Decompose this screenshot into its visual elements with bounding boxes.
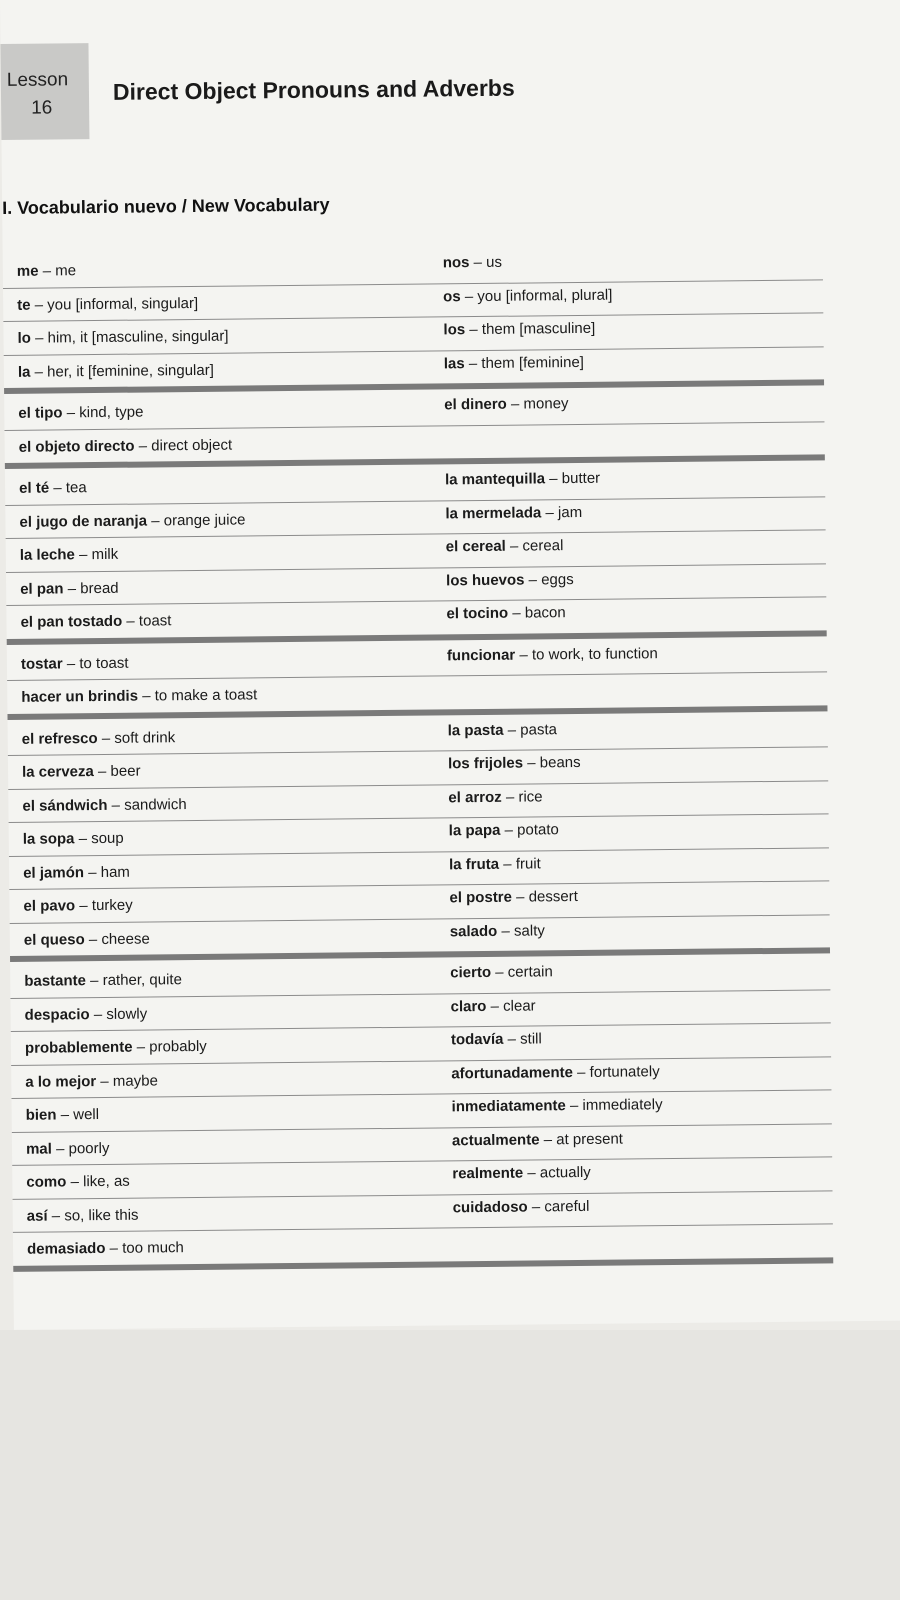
vocab-term: lo bbox=[17, 329, 31, 347]
vocab-entry: el cereal – cereal bbox=[445, 537, 564, 556]
vocab-term: salado bbox=[449, 922, 498, 940]
group-divider bbox=[4, 379, 824, 394]
lesson-number: 16 bbox=[31, 97, 53, 119]
vocab-term: el pan tostado bbox=[20, 612, 123, 631]
lesson-tab bbox=[0, 43, 89, 140]
vocab-term: despacio bbox=[24, 1005, 90, 1024]
vocab-term: actualmente bbox=[451, 1130, 540, 1149]
vocab-term: la pasta bbox=[447, 721, 504, 739]
vocab-entry: los huevos – eggs bbox=[446, 570, 574, 589]
vocab-gloss: toast bbox=[138, 612, 172, 630]
vocab-entry: la leche – milk bbox=[19, 545, 119, 564]
vocab-term: el tipo bbox=[18, 404, 63, 422]
vocab-entry: la – her, it [feminine, singular] bbox=[17, 361, 214, 381]
vocab-gloss: immediately bbox=[582, 1096, 663, 1114]
vocab-entry: hacer un brindis – to make a toast bbox=[21, 686, 258, 706]
vocab-entry: realmente – actually bbox=[452, 1163, 591, 1183]
vocab-gloss: rather, quite bbox=[102, 971, 182, 989]
vocab-gloss: ham bbox=[100, 863, 130, 881]
vocab-term: el pan bbox=[20, 579, 64, 598]
vocab-entry: así – so, like this bbox=[26, 1206, 139, 1225]
vocab-gloss: you [informal, plural] bbox=[477, 286, 613, 305]
vocab-term: funcionar bbox=[446, 646, 516, 664]
vocab-entry: el objeto directo – direct object bbox=[18, 436, 233, 456]
vocab-term: la cerveza bbox=[21, 763, 94, 781]
vocab-entry: el té – tea bbox=[19, 479, 87, 497]
vocab-gloss: beans bbox=[539, 753, 581, 772]
vocab-term: el tocino bbox=[446, 604, 509, 623]
vocab-gloss: orange juice bbox=[163, 510, 246, 529]
row-rule bbox=[9, 880, 829, 890]
vocab-gloss: direct object bbox=[151, 436, 233, 454]
vocab-gloss: pasta bbox=[520, 720, 558, 739]
group-divider bbox=[7, 705, 827, 720]
vocab-gloss: probably bbox=[149, 1037, 207, 1056]
vocab-entry: como – like, as bbox=[26, 1172, 130, 1191]
vocab-term: la mantequilla bbox=[444, 470, 546, 489]
vocab-gloss: to toast bbox=[79, 654, 129, 672]
vocab-term: la leche bbox=[19, 546, 75, 564]
row-rule bbox=[9, 847, 829, 857]
vocab-term: el té bbox=[19, 479, 50, 497]
vocab-gloss: actually bbox=[539, 1163, 591, 1182]
vocab-term: el pavo bbox=[23, 897, 76, 915]
vocab-entry: el jamón – ham bbox=[23, 863, 130, 882]
vocab-gloss: slowly bbox=[106, 1005, 148, 1023]
vocab-term: los frijoles bbox=[447, 754, 524, 773]
group-divider bbox=[5, 454, 825, 469]
row-rule bbox=[12, 1156, 832, 1166]
vocab-gloss: potato bbox=[517, 821, 559, 839]
vocab-term: el objeto directo bbox=[18, 437, 135, 456]
vocab-term: el jamón bbox=[23, 863, 85, 882]
row-rule bbox=[11, 1089, 831, 1099]
row-rule bbox=[5, 496, 825, 506]
vocab-term: los bbox=[443, 321, 466, 339]
vocab-gloss: soft drink bbox=[114, 728, 176, 747]
vocab-gloss: careful bbox=[544, 1197, 590, 1215]
row-rule bbox=[11, 1056, 831, 1066]
vocab-gloss: kind, type bbox=[79, 403, 144, 422]
vocab-term: bastante bbox=[24, 972, 87, 990]
row-rule bbox=[6, 563, 826, 573]
vocab-gloss: well bbox=[73, 1106, 100, 1124]
vocab-gloss: us bbox=[486, 253, 503, 271]
vocab-entry: el queso – cheese bbox=[23, 929, 150, 949]
vocab-entry: la mantequilla – butter bbox=[444, 469, 601, 489]
vocab-gloss: dessert bbox=[528, 887, 578, 906]
vocab-entry: nos – us bbox=[442, 253, 503, 272]
vocab-term: la fruta bbox=[448, 855, 500, 873]
vocab-gloss: eggs bbox=[541, 570, 574, 588]
row-rule bbox=[10, 989, 830, 999]
vocab-term: bien bbox=[25, 1106, 57, 1124]
vocab-entry: el dinero – money bbox=[444, 395, 569, 414]
vocab-term: inmediatamente bbox=[451, 1097, 566, 1116]
vocab-term: mal bbox=[25, 1140, 52, 1158]
vocab-entry: la papa – potato bbox=[448, 821, 559, 840]
vocab-term: la bbox=[17, 363, 31, 381]
vocab-gloss: jam bbox=[557, 503, 583, 521]
vocab-entry: tostar – to toast bbox=[20, 654, 129, 673]
vocab-term: todavía bbox=[450, 1030, 504, 1049]
vocab-gloss: butter bbox=[561, 469, 601, 488]
row-rule bbox=[12, 1123, 832, 1133]
vocab-gloss: fruit bbox=[515, 854, 541, 873]
vocab-gloss: her, it [feminine, singular] bbox=[47, 361, 214, 381]
row-rule bbox=[6, 596, 826, 606]
row-rule bbox=[13, 1190, 833, 1200]
row-rule bbox=[4, 421, 824, 431]
vocab-gloss: salty bbox=[513, 921, 545, 940]
row-rule bbox=[4, 346, 824, 356]
vocab-entry: todavía – still bbox=[450, 1030, 542, 1049]
vocab-entry: el postre – dessert bbox=[449, 887, 578, 907]
row-rule bbox=[3, 279, 823, 289]
vocab-term: hacer un brindis bbox=[21, 687, 139, 706]
vocab-term: cierto bbox=[450, 963, 492, 982]
vocab-entry: mal – poorly bbox=[25, 1139, 110, 1158]
vocab-entry: el arroz – rice bbox=[448, 787, 543, 806]
row-rule bbox=[13, 1223, 833, 1233]
page-title: Direct Object Pronouns and Adverbs bbox=[112, 74, 515, 105]
vocab-gloss: certain bbox=[507, 963, 553, 981]
vocab-gloss: beer bbox=[110, 762, 141, 780]
vocab-term: el queso bbox=[23, 930, 85, 949]
vocab-entry: la mermelada – jam bbox=[445, 503, 583, 522]
vocab-term: os bbox=[443, 287, 461, 305]
vocab-term: así bbox=[26, 1207, 48, 1225]
vocab-entry: la cerveza – beer bbox=[21, 762, 141, 781]
vocab-term: me bbox=[16, 262, 39, 280]
vocab-entry: el refresco – soft drink bbox=[21, 728, 176, 748]
vocab-term: demasiado bbox=[26, 1239, 106, 1258]
vocab-term: el arroz bbox=[448, 788, 502, 806]
vocab-entry: la pasta – pasta bbox=[447, 720, 558, 739]
vocab-entry: el jugo de naranja – orange juice bbox=[19, 510, 246, 531]
vocab-entry: probablemente – probably bbox=[24, 1037, 207, 1057]
vocab-entry: a lo mejor – maybe bbox=[25, 1071, 158, 1091]
row-rule bbox=[11, 1022, 831, 1032]
vocab-gloss: to make a toast bbox=[154, 686, 258, 705]
vocab-gloss: milk bbox=[91, 545, 119, 564]
vocab-gloss: at present bbox=[556, 1130, 623, 1148]
vocab-term: las bbox=[443, 354, 465, 372]
vocab-entry: salado – salty bbox=[449, 921, 545, 940]
row-rule bbox=[8, 746, 828, 756]
vocab-term: tostar bbox=[20, 654, 63, 673]
vocab-term: como bbox=[26, 1173, 67, 1191]
vocab-term: la sopa bbox=[22, 830, 75, 848]
vocab-term: la mermelada bbox=[445, 503, 542, 522]
vocab-term: el cereal bbox=[445, 537, 506, 556]
vocab-entry: el tocino – bacon bbox=[446, 604, 566, 623]
vocab-entry: el sándwich – sandwich bbox=[22, 795, 187, 815]
group-divider bbox=[13, 1257, 833, 1272]
group-divider bbox=[10, 947, 830, 962]
vocab-gloss: cereal bbox=[522, 537, 564, 555]
vocab-entry: lo – him, it [masculine, singular] bbox=[17, 327, 229, 347]
vocab-entry: las – them [feminine] bbox=[443, 353, 585, 372]
section-heading: I. Vocabulario nuevo / New Vocabulary bbox=[2, 194, 330, 218]
table-surface bbox=[0, 1330, 900, 1600]
vocab-term: el dinero bbox=[444, 395, 507, 414]
vocab-entry: afortunadamente – fortunately bbox=[451, 1062, 660, 1082]
vocab-gloss: maybe bbox=[112, 1071, 158, 1090]
vocab-gloss: clear bbox=[503, 996, 536, 1015]
vocab-term: cuidadoso bbox=[452, 1198, 528, 1216]
vocab-term: te bbox=[17, 296, 31, 314]
vocab-term: realmente bbox=[452, 1164, 524, 1183]
row-rule bbox=[10, 914, 830, 924]
vocab-entry: te – you [informal, singular] bbox=[17, 294, 199, 314]
vocab-term: el jugo de naranja bbox=[19, 511, 148, 531]
vocab-gloss: to work, to function bbox=[531, 644, 658, 663]
row-rule bbox=[7, 671, 827, 681]
vocab-term: el postre bbox=[449, 888, 513, 907]
vocab-entry: claro – clear bbox=[450, 996, 536, 1015]
vocab-gloss: sandwich bbox=[124, 795, 187, 814]
vocab-entry: funcionar – to work, to function bbox=[446, 644, 658, 664]
vocab-term: los huevos bbox=[446, 571, 525, 589]
vocab-gloss: like, as bbox=[82, 1172, 130, 1191]
vocab-entry: cierto – certain bbox=[450, 963, 553, 982]
vocab-term: a lo mejor bbox=[25, 1072, 97, 1091]
vocab-gloss: you [informal, singular] bbox=[47, 294, 199, 314]
vocab-gloss: turkey bbox=[91, 896, 133, 915]
vocab-term: el sándwich bbox=[22, 796, 108, 815]
vocab-term: afortunadamente bbox=[451, 1063, 574, 1082]
vocab-term: probablemente bbox=[24, 1038, 133, 1057]
row-rule bbox=[9, 813, 829, 823]
vocab-entry: los frijoles – beans bbox=[447, 753, 581, 773]
row-rule bbox=[8, 780, 828, 790]
row-rule bbox=[3, 312, 823, 322]
vocab-gloss: too much bbox=[122, 1239, 184, 1257]
vocab-entry: bien – well bbox=[25, 1106, 100, 1124]
vocab-gloss: soup bbox=[91, 829, 124, 848]
group-divider bbox=[7, 630, 827, 645]
vocab-entry: bastante – rather, quite bbox=[24, 971, 182, 990]
vocab-gloss: tea bbox=[65, 479, 87, 497]
vocab-gloss: them [masculine] bbox=[481, 319, 596, 338]
vocab-gloss: poorly bbox=[68, 1139, 110, 1157]
vocab-entry: la fruta – fruit bbox=[448, 854, 541, 873]
vocab-entry: la sopa – soup bbox=[22, 829, 124, 848]
vocab-gloss: still bbox=[520, 1030, 542, 1048]
vocab-gloss: rice bbox=[518, 787, 543, 806]
vocab-term: claro bbox=[450, 997, 487, 1015]
vocab-entry: inmediatamente – immediately bbox=[451, 1096, 663, 1116]
vocab-entry: el pan – bread bbox=[20, 579, 119, 598]
vocab-entry: el pavo – turkey bbox=[23, 896, 133, 915]
vocab-term: nos bbox=[442, 254, 470, 272]
vocab-gloss: money bbox=[523, 395, 569, 413]
vocab-entry: el pan tostado – toast bbox=[20, 612, 172, 631]
vocab-entry: me – me bbox=[16, 262, 77, 280]
vocab-entry: el tipo – kind, type bbox=[18, 403, 144, 422]
vocab-gloss: so, like this bbox=[64, 1206, 139, 1224]
vocab-gloss: me bbox=[55, 262, 77, 280]
vocab-gloss: fortunately bbox=[589, 1062, 660, 1081]
row-rule bbox=[6, 529, 826, 539]
vocab-entry: actualmente – at present bbox=[451, 1130, 623, 1149]
vocab-gloss: bacon bbox=[524, 604, 566, 622]
vocab-entry: despacio – slowly bbox=[24, 1005, 148, 1024]
vocab-entry: demasiado – too much bbox=[26, 1239, 184, 1258]
vocab-gloss: bread bbox=[80, 579, 119, 597]
vocab-gloss: them [feminine] bbox=[481, 353, 585, 372]
vocab-entry: los – them [masculine] bbox=[443, 319, 596, 339]
vocab-term: la papa bbox=[448, 821, 501, 840]
vocab-entry: cuidadoso – careful bbox=[452, 1197, 590, 1216]
vocab-entry: os – you [informal, plural] bbox=[443, 286, 613, 305]
lesson-label: Lesson bbox=[6, 69, 69, 91]
vocab-gloss: cheese bbox=[101, 929, 150, 948]
vocab-term: el refresco bbox=[21, 729, 98, 748]
vocab-gloss: him, it [masculine, singular] bbox=[47, 327, 229, 347]
